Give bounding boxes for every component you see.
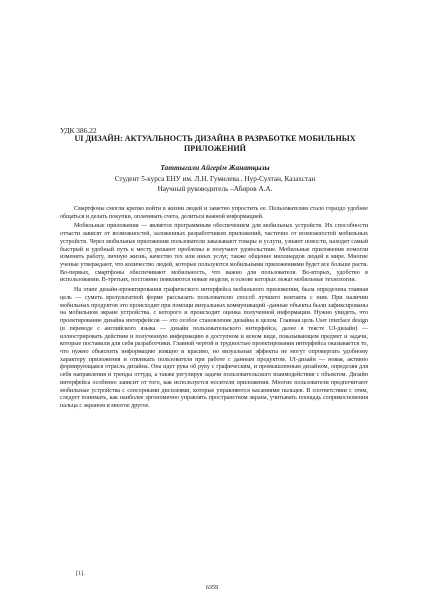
- supervisor: Научный руководитель –Абиров А.А.: [157, 185, 273, 194]
- paragraph: На этапе дизайн-проектирования графического интерфейса мобильного приложения, была определена главная цель — суметь врезультатной форме рассказать пользователю способ лучшего контакта с ним. При наличии мобильных продуктов это происходит при помощи визуальных коммуникаций -данные объекты были зафиксированы на мобильном экране устройства, с которого и происходит оценка полученной информации. Нужно увидеть, что проектирование дизайна интерфейсов — это особое становление дизайна в целом. Главная цель User interface design (в переводе с английского языка — дизайн пользовательского интерфейса, далее в тексте UI-дизайн) — иллюстрировать действия и полученную информацию в доступном и ясном виде, показывающем предмет и задачи, которые поставили для себя разработчики. Главной чертой и трудностью проектирования интерфейса оказывается то, что нужно объяснить информацию изящно и красиво, но визуальные эффекты не могут опровергать удобному характеру приложения и отвлекать пользователя при работе с данным продуктом. UI-дизайн — новая, активно формирующаяся отрасль дизайна. Она идет рука об руку с графическим, и промышленным дизайном, определяя для себя направления и тренды оттуда, а также регулируя задачи пользовательского взаимодействия с объектом. Дизайн интерфейса особенно зависит от того, как используется носители приложения. Многие пользователи предпочитают мобильные устройства с сенсорными дисплеями, которые управляются касаниями пальцев. В соответствии с этим, следует понимать, как наиболее эргономично управлять пространством экрана, учитывать площадь соприкосновения пальца с экраном и многое другое.: [60, 287, 368, 409]
- paragraph: Мобильные приложения — является программным обеспечением для мобильных устройств. Их способности отчасти зависят от возможностей, заложенных разработчиком приложений, частично от возможностей мобильных устройств. Через мобильные приложения пользователи заказывают товары и услуги, узнают новости, находят самый быстрый и удобный путь к месту, решают проблемы и получают удовольствие. Мобильные приложения помогли изменить работу, личную жизнь, качество тех или иных услуг, также общение миллиардов людей в мире. Многие ученые утверждают, что количество людей, которые пользуются мобильными приложениями будет все больше расти. Во-первых, смартфоны обеспечивают мобильность, что важно для пользователя. Во-вторых, удобство в использовании. В-третьих, постоянно появляются новые модели, в основе которых лежат мобильные технологии.: [60, 223, 368, 284]
- paragraph: Смартфоны смогли крепко войти в жизни людей и заметно упростить ее. Пользователям стало гораздо удобнее общаться и делать покупки, оплачивать счета, делиться важной информацией.: [60, 206, 368, 220]
- affiliation: Студент 5-курса ЕНУ им. Л.Н. Гумилева , Нур-Султан, Казахстан: [114, 175, 316, 183]
- article-title: UI ДИЗАЙН: АКТУАЛЬНОСТЬ ДИЗАЙНА В РАЗРАБОТКЕ МОБИЛЬНЫХ ПРИЛОЖЕНИЙ: [74, 134, 356, 153]
- affiliation-block: [60, 174, 370, 194]
- author-name: Таттыгали Айгерім Жанатқызы: [160, 163, 270, 172]
- reference-marker: [1].: [76, 570, 85, 577]
- article-body: [60, 206, 368, 413]
- udc-code: УДК 386.22: [60, 126, 97, 135]
- page-number: 6359: [205, 584, 219, 591]
